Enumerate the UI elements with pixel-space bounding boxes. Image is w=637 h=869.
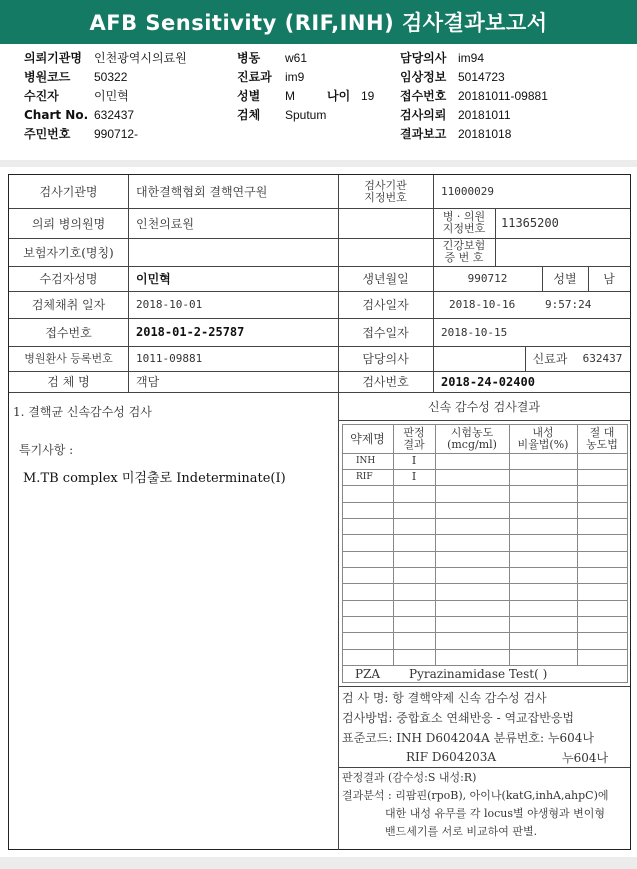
hospital-label: 의뢰 병의원명 <box>31 216 106 231</box>
chart-no-value: 632437 <box>94 108 135 122</box>
insured-label: 보험자기호(명칭) <box>23 245 114 260</box>
col-abs-line2: 농도법 <box>586 437 618 451</box>
test-date-value: 2018-10-16 <box>449 298 516 311</box>
table-row-drug: RIF <box>356 472 373 482</box>
table-row-judgment: I <box>411 470 417 483</box>
chart-no-label: Chart No. <box>24 108 89 122</box>
form-sex-value: 남 <box>603 272 615 286</box>
table-row-drug: INH <box>356 456 376 466</box>
hospital-code-label-line2: 지정번호 <box>442 222 486 235</box>
header-col3 <box>400 49 548 144</box>
pza-label: PZA <box>354 667 381 681</box>
col-resist-line1: 내성 <box>532 425 554 439</box>
hospital-code-value: 11365200 <box>501 216 559 230</box>
method-line2: 검사방법: 중합효소 연쇄반응 - 역교잡반응법 <box>342 710 575 725</box>
request-date-label: 검사의뢰 <box>400 108 447 122</box>
col-conc-header <box>435 424 509 453</box>
reg-no-label: 병원환사 등록번호 <box>24 351 113 365</box>
hospital-name-value: 인천광역시의료원 <box>94 51 187 65</box>
test-no-label: 검사번호 <box>362 375 409 389</box>
form-doctor-label: 담당의사 <box>362 352 409 366</box>
hospital-code-label: 병원코드 <box>24 70 71 84</box>
resident-no-value: 990712- <box>94 127 139 141</box>
test-date-label: 검사일자 <box>362 298 409 312</box>
report-title: AFB Sensitivity (RIF,INH) 검사결과보고서 <box>0 0 637 44</box>
doctor-value: im94 <box>458 51 485 65</box>
form-reception-no-value: 2018-01-2-25787 <box>136 325 245 339</box>
sex-value: M <box>285 89 295 103</box>
header-col2 <box>237 49 374 125</box>
lab-code-value: 11000029 <box>441 185 494 198</box>
lab-name-label: 검사기관명 <box>39 185 98 199</box>
report-date-value: 20181018 <box>458 127 512 141</box>
collect-date-value: 2018-10-01 <box>136 298 203 311</box>
form-border <box>8 174 631 850</box>
reception-date-label: 접수일자 <box>362 325 409 340</box>
report-date-label: 결과보고 <box>400 127 447 141</box>
pza-value: Pyrazinamidase Test( ) <box>409 667 548 681</box>
patient-name-label: 수검자성명 <box>39 272 98 286</box>
method-line4: RIF D604203A <box>406 750 497 764</box>
cert-label <box>433 238 495 266</box>
hospital-code-value: 50322 <box>94 70 128 84</box>
specimen-value: Sputum <box>285 108 327 122</box>
col-abs-line1: 절 대 <box>589 425 615 439</box>
method-line3: 표준코드: INH D604204A 분류번호: 누604나 <box>342 730 594 745</box>
test-time-value: 9:57:24 <box>545 298 592 311</box>
cert-label-line1: 긴강보험 <box>442 239 486 252</box>
form-reception-no-label: 접수번호 <box>45 325 92 340</box>
resident-no-label: 주민번호 <box>24 127 71 141</box>
specimen-name-value: 객담 <box>136 375 160 389</box>
header-separator <box>0 160 637 167</box>
table-row-judgment: I <box>411 454 417 467</box>
interp-line3: 대한 내성 유무를 각 locus별 야생형과 변이형 <box>385 807 606 820</box>
col-resist-header <box>509 424 577 453</box>
ward-value: w61 <box>285 51 308 65</box>
lab-code-label <box>338 175 433 208</box>
dept-value: im9 <box>285 70 305 84</box>
collect-date-label: 검체채취 일자 <box>31 298 106 312</box>
lab-code-label-line1: 검사기관 <box>364 178 407 192</box>
doctor-label: 담당의사 <box>400 51 447 65</box>
lab-code-label-line2: 지정번호 <box>364 190 407 204</box>
interp-line4: 밴드세기를 서로 비교하여 판별. <box>385 825 538 838</box>
col-abs-header <box>577 424 627 453</box>
age-label: 나이 <box>327 89 351 103</box>
specimen-label: 검체 <box>237 108 261 122</box>
method-line4-code: 누604나 <box>562 750 609 765</box>
remarks-label: 특기사항 : <box>19 442 74 457</box>
interp-line1: 판정결과 (감수성:S 내성:R) <box>342 771 477 784</box>
header-col1 <box>24 49 187 144</box>
interp-line2: 결과분석 : 리팜핀(rpoB), 아이나(katG,inhA,ahpC)에 <box>342 789 609 802</box>
col-judgment-line1: 판정 <box>403 425 425 439</box>
patient-name-value: 이민혁 <box>136 272 171 286</box>
ward-label: 병동 <box>237 51 261 65</box>
col-judgment-line2: 결과 <box>403 437 425 451</box>
hospital-code-label <box>433 208 495 238</box>
reception-no-value: 20181011-09881 <box>458 89 548 103</box>
form-sex-label: 성별 <box>553 272 577 286</box>
hospital-code-label-line1: 병 · 의원 <box>442 210 486 223</box>
hospital-value: 인천의료원 <box>136 216 194 231</box>
section-title: 1. 결핵균 신속감수성 검사 <box>13 404 152 419</box>
hospital-name-label: 의뢰기관명 <box>24 51 82 65</box>
patient-value: 이민혁 <box>94 89 129 103</box>
request-date-value: 20181011 <box>458 108 511 122</box>
form-dept-value: 632437 <box>582 352 623 365</box>
patient-label: 수진자 <box>24 89 59 103</box>
clinical-info-value: 5014723 <box>458 70 505 84</box>
reg-no-value: 1011-09881 <box>136 352 203 365</box>
col-conc-line1: 시험농도 <box>450 425 494 439</box>
reception-date-value: 2018-10-15 <box>441 325 508 339</box>
specimen-name-label: 검 체 명 <box>47 375 90 389</box>
form-dept-label: 신료과 <box>532 352 568 366</box>
clinical-info-label: 임상정보 <box>400 70 447 84</box>
dept-label: 진료과 <box>237 70 272 84</box>
test-no-value: 2018-24-02400 <box>441 374 535 389</box>
bottom-strip <box>0 857 637 869</box>
age-value: 19 <box>361 89 375 103</box>
reception-no-label: 접수번호 <box>400 89 447 103</box>
col-judgment-header <box>393 424 435 453</box>
lab-name-value: 대한결핵협회 결핵연구원 <box>136 185 268 199</box>
col-conc-line2: (mcg/ml) <box>447 437 497 451</box>
birth-value: 990712 <box>467 272 508 285</box>
col-drug-header: 약제명 <box>350 432 385 446</box>
birth-label: 생년월일 <box>362 272 409 286</box>
scanned-form <box>0 167 637 857</box>
col-resist-line2: 비율법(%) <box>517 437 569 451</box>
cert-label-line2: 증 번 호 <box>444 251 484 264</box>
method-line1: 검 사 명: 항 결핵약제 신속 감수성 검사 <box>342 690 547 705</box>
sex-label: 성별 <box>237 89 261 103</box>
remarks-value: M.TB complex 미검출로 Indeterminate(I) <box>23 470 286 486</box>
results-title: 신속 감수성 검사결과 <box>428 399 540 414</box>
